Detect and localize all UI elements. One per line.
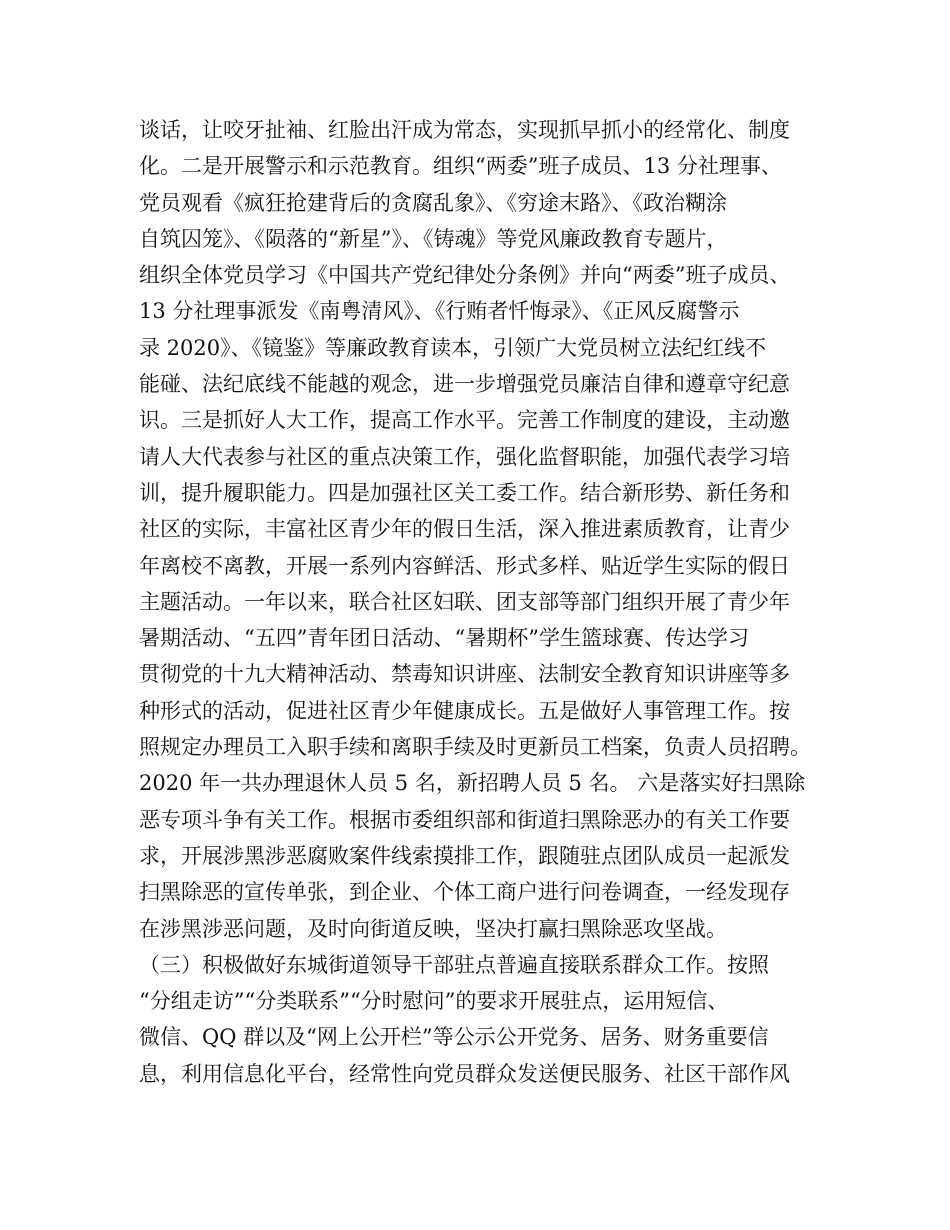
text-line-12: 社区的实际，丰富社区青少年的假日生活，深入推进素质教育，让青少: [139, 517, 790, 542]
text-line-7: 录 2020》、《镜鉴》等廉政教育读本，引领广大党员树立法纪红线不: [139, 335, 767, 360]
text-line-23: 在涉黑涉恶问题，及时向街道反映，坚决打赢扫黑除恶攻坚战。: [139, 916, 727, 941]
text-line-25: “分组走访”“分类联系”“分时慰问”的要求开展驻点，运用短信、: [139, 989, 729, 1014]
text-line-9: 识。三是抓好人大工作，提高工作水平。完善工作制度的建设，主动邀: [139, 408, 790, 433]
text-line-24: （三）积极做好东城街道领导干部驻点普遍直接联系群众工作。按照: [139, 952, 769, 977]
text-line-2: 化。二是开展警示和示范教育。组织“两委”班子成员、13 分社理事、: [139, 154, 782, 179]
body-text: [139, 112, 829, 1092]
text-line-13: 年离校不离教，开展一系列内容鲜活、形式多样、贴近学生实际的假日: [139, 553, 790, 578]
text-line-21: 求，开展涉黑涉恶腐败案件线索摸排工作，跟随驻点团队成员一起派发: [139, 843, 790, 868]
text-line-3: 党员观看《疯狂抢建背后的贪腐乱象》、《穷途末路》、《政治糊涂: [139, 190, 727, 215]
text-line-6: 13 分社理事派发《南粤清风》、《行贿者忏悔录》、《正风反腐警示: [139, 299, 740, 324]
text-line-8: 能碰、法纪底线不能越的观念，进一步增强党员廉洁自律和遵章守纪意: [139, 372, 790, 397]
text-line-22: 扫黑除恶的宣传单张，到企业、个体工商户进行问卷调查，一经发现存: [139, 880, 790, 905]
text-line-26: 微信、QQ 群以及“网上公开栏”等公示公开党务、居务、财务重要信: [139, 1025, 769, 1050]
text-line-20: 恶专项斗争有关工作。根据市委组织部和街道扫黑除恶办的有关工作要: [139, 807, 790, 832]
text-line-18: 照规定办理员工入职手续和离职手续及时更新员工档案，负责人员招聘。: [139, 735, 811, 760]
text-line-16: 贯彻党的十九大精神活动、禁毒知识讲座、法制安全教育知识讲座等多: [139, 662, 790, 687]
text-line-17: 种形式的活动，促进社区青少年健康成长。五是做好人事管理工作。按: [139, 698, 790, 723]
text-line-11: 训，提升履职能力。四是加强社区关工委工作。结合新形势、新任务和: [139, 480, 790, 505]
text-line-19: 2020 年一共办理退休人员 5 名，新招聘人员 5 名。 六是落实好扫黑除: [139, 771, 806, 796]
text-line-14: 主题活动。一年以来，联合社区妇联、团支部等部门组织开展了青少年: [139, 589, 790, 614]
text-line-5: 组织全体党员学习《中国共产党纪律处分条例》并向“两委”班子成员、: [139, 263, 791, 288]
text-line-1: 谈话，让咬牙扯袖、红脸出汗成为常态，实现抓早抓小的经常化、制度: [139, 118, 790, 142]
text-line-27: 息，利用信息化平台，经常性向党员群众发送便民服务、社区干部作风: [139, 1061, 790, 1086]
text-line-15: 暑期活动、“五四”青年团日活动、“暑期杯”学生篮球赛、传达学习: [139, 626, 749, 651]
text-line-10: 请人大代表参与社区的重点决策工作，强化监督职能，加强代表学习培: [139, 444, 790, 469]
text-line-4: 自筑囚笼》、《陨落的“新星”》、《铸魂》等党风廉政教育专题片，: [139, 226, 728, 251]
